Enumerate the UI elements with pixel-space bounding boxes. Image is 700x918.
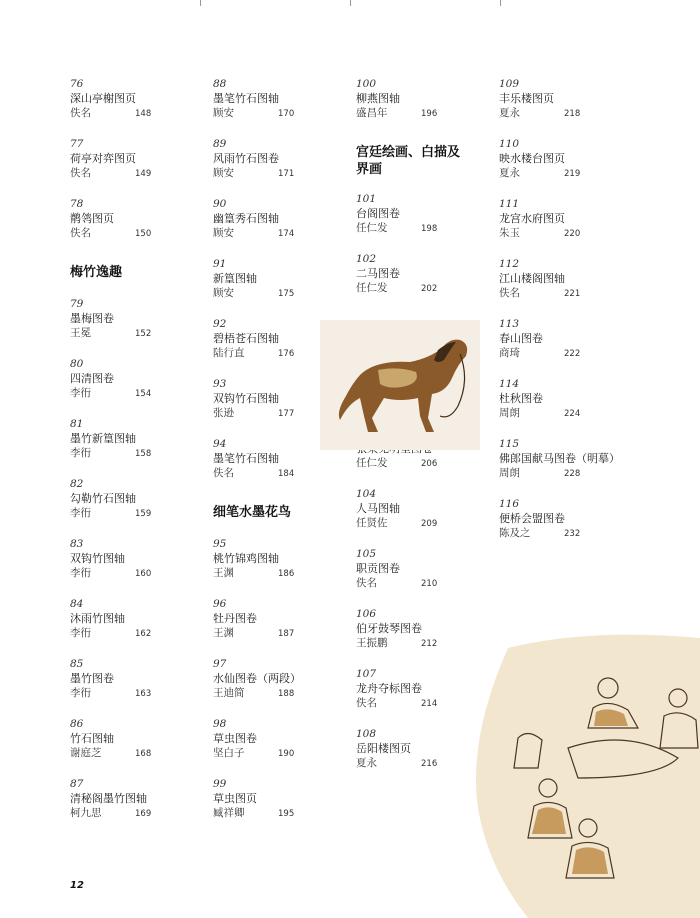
- catalog-entry: [213, 658, 348, 718]
- entry-artist: 夏永: [499, 167, 520, 179]
- catalog-entry: [356, 548, 491, 608]
- entry-title: 勾勒竹石图轴: [70, 492, 136, 505]
- entry-number: 95: [213, 538, 227, 550]
- section-heading: 细笔水墨花鸟: [213, 505, 292, 520]
- scroll-painting-fragment: [468, 628, 700, 918]
- entry-meta: [499, 406, 634, 420]
- entry-title: 双钩竹石图轴: [213, 392, 279, 405]
- entry-artist: 陈及之: [499, 527, 531, 539]
- entry-page-number: 169: [135, 809, 152, 819]
- entry-page-number: 186: [278, 569, 295, 579]
- entry-number: 107: [356, 668, 377, 680]
- entry-meta: [70, 566, 205, 580]
- section-heading: [356, 138, 491, 193]
- catalog-entry: [499, 378, 634, 438]
- entry-page-number: 209: [421, 519, 438, 529]
- entry-artist: 李衎: [70, 507, 91, 519]
- toc-column-4: [499, 78, 634, 558]
- entry-artist: 坚白子: [213, 747, 245, 759]
- entry-meta: [70, 626, 205, 640]
- entry-artist: 佚名: [356, 697, 377, 709]
- entry-title: 墨竹新篁图轴: [70, 432, 136, 445]
- entry-artist: 李衎: [70, 447, 91, 459]
- entry-number: 101: [356, 193, 377, 205]
- entry-number: 96: [213, 598, 227, 610]
- catalog-entry: [499, 198, 634, 258]
- entry-title: 春山图卷: [499, 332, 543, 345]
- entry-number: 86: [70, 718, 84, 730]
- entry-artist: 佚名: [70, 227, 91, 239]
- entry-meta: [70, 166, 205, 180]
- entry-page-number: 198: [421, 224, 438, 234]
- catalog-entry: [70, 718, 205, 778]
- entry-meta: [70, 226, 205, 240]
- entry-meta: [356, 221, 491, 235]
- entry-meta: [213, 686, 348, 700]
- entry-number: 83: [70, 538, 84, 550]
- entry-page-number: 212: [421, 639, 438, 649]
- entry-page-number: 188: [278, 689, 295, 699]
- entry-artist: 臧祥卿: [213, 807, 245, 819]
- catalog-entry: [499, 78, 634, 138]
- entry-title: 丰乐楼图页: [499, 92, 554, 105]
- entry-number: 88: [213, 78, 227, 90]
- entry-page-number: 154: [135, 389, 152, 399]
- entry-meta: [70, 806, 205, 820]
- entry-title: 四清图卷: [70, 372, 114, 385]
- catalog-entry: [213, 718, 348, 778]
- entry-artist: 谢庭芝: [70, 747, 102, 759]
- entry-title: 便桥会盟图卷: [499, 512, 565, 525]
- entry-number: 82: [70, 478, 84, 490]
- entry-meta: [356, 516, 491, 530]
- entry-artist: 佚名: [70, 167, 91, 179]
- entry-meta: [70, 506, 205, 520]
- catalog-entry: [70, 598, 205, 658]
- entry-title: 牡丹图卷: [213, 612, 257, 625]
- entry-page-number: 158: [135, 449, 152, 459]
- entry-meta: [499, 106, 634, 120]
- entry-artist: 任仁发: [356, 457, 388, 469]
- catalog-entry: [356, 193, 491, 253]
- entry-artist: 夏永: [356, 757, 377, 769]
- entry-artist: 李衎: [70, 627, 91, 639]
- entry-number: 92: [213, 318, 227, 330]
- entry-title: 墨笔竹石图轴: [213, 92, 279, 105]
- catalog-entry: [213, 78, 348, 138]
- entry-meta: [213, 466, 348, 480]
- entry-number: 105: [356, 548, 377, 560]
- catalog-entry: [70, 298, 205, 358]
- entry-page-number: 170: [278, 109, 295, 119]
- entry-artist: 夏永: [499, 107, 520, 119]
- entry-number: 113: [499, 318, 520, 330]
- entry-page-number: 149: [135, 169, 152, 179]
- entry-page-number: 216: [421, 759, 438, 769]
- catalog-entry: [356, 78, 491, 138]
- catalog-entry: [70, 358, 205, 418]
- entry-title: 柳燕图轴: [356, 92, 400, 105]
- entry-artist: 任贤佐: [356, 517, 388, 529]
- entry-page-number: 176: [278, 349, 295, 359]
- catalog-entry: [499, 438, 634, 498]
- catalog-entry: [499, 498, 634, 558]
- entry-page-number: 222: [564, 349, 581, 359]
- entry-page-number: 206: [421, 459, 438, 469]
- crop-mark: [200, 0, 201, 6]
- entry-page-number: 184: [278, 469, 295, 479]
- entry-artist: 王迪简: [213, 687, 245, 699]
- entry-meta: [213, 566, 348, 580]
- entry-page-number: 162: [135, 629, 152, 639]
- entry-number: 108: [356, 728, 377, 740]
- entry-number: 115: [499, 438, 520, 450]
- entry-meta: [356, 106, 491, 120]
- entry-meta: [356, 281, 491, 295]
- entry-meta: [356, 576, 491, 590]
- entry-meta: [213, 746, 348, 760]
- entry-title: 深山亭榭图页: [70, 92, 136, 105]
- entry-page-number: 202: [421, 284, 438, 294]
- entry-title: 墨笔竹石图轴: [213, 452, 279, 465]
- section-heading: 梅竹逸趣: [70, 265, 123, 280]
- entry-artist: 王冕: [70, 327, 91, 339]
- catalog-entry: [499, 138, 634, 198]
- entry-meta: [70, 746, 205, 760]
- catalog-entry: [70, 418, 205, 478]
- entry-meta: [70, 326, 205, 340]
- entry-number: 112: [499, 258, 520, 270]
- entry-artist: 陆行直: [213, 347, 245, 359]
- entry-page-number: 175: [278, 289, 295, 299]
- entry-page-number: 163: [135, 689, 152, 699]
- catalog-entry: [213, 538, 348, 598]
- entry-artist: 张逊: [213, 407, 234, 419]
- entry-page-number: 190: [278, 749, 295, 759]
- entry-artist: 佚名: [356, 577, 377, 589]
- section-heading-line: 界画: [356, 162, 383, 177]
- entry-page-number: 220: [564, 229, 581, 239]
- entry-meta: [213, 626, 348, 640]
- entry-meta: [213, 806, 348, 820]
- entry-artist: 顾安: [213, 107, 234, 119]
- entry-number: 104: [356, 488, 377, 500]
- catalog-entry: [213, 198, 348, 258]
- entry-meta: [499, 286, 634, 300]
- entry-page-number: 148: [135, 109, 152, 119]
- entry-number: 111: [499, 198, 520, 210]
- entry-page-number: 168: [135, 749, 152, 759]
- entry-meta: [356, 456, 491, 470]
- entry-title: 水仙图卷（两段）: [213, 672, 301, 685]
- entry-title: 草虫图页: [213, 792, 257, 805]
- entry-meta: [213, 286, 348, 300]
- entry-artist: 李衎: [70, 687, 91, 699]
- entry-title: 台阁图卷: [356, 207, 400, 220]
- entry-artist: 任仁发: [356, 222, 388, 234]
- entry-meta: [499, 466, 634, 480]
- entry-number: 110: [499, 138, 520, 150]
- entry-meta: [213, 106, 348, 120]
- section-heading-line: 宫廷绘画、白描及: [356, 145, 461, 160]
- entry-number: 85: [70, 658, 84, 670]
- entry-title: 杜秋图卷: [499, 392, 543, 405]
- entry-title: 人马图轴: [356, 502, 400, 515]
- catalog-entry: [499, 258, 634, 318]
- entry-number: 91: [213, 258, 227, 270]
- entry-title: 清秘阁墨竹图轴: [70, 792, 147, 805]
- entry-title: 新篁图轴: [213, 272, 257, 285]
- entry-meta: [70, 386, 205, 400]
- entry-number: 79: [70, 298, 84, 310]
- entry-title: 沐雨竹图轴: [70, 612, 125, 625]
- entry-artist: 任仁发: [356, 282, 388, 294]
- entry-artist: 王渊: [213, 567, 234, 579]
- entry-number: 78: [70, 198, 84, 210]
- entry-title: 岳阳楼图页: [356, 742, 411, 755]
- entry-title: 竹石图轴: [70, 732, 114, 745]
- entry-page-number: 160: [135, 569, 152, 579]
- entry-title: 佛郎国献马图卷（明摹）: [499, 452, 620, 465]
- entry-title: 职贡图卷: [356, 562, 400, 575]
- entry-meta: [499, 166, 634, 180]
- entry-number: 87: [70, 778, 84, 790]
- entry-number: 81: [70, 418, 84, 430]
- entry-artist: 王振鹏: [356, 637, 388, 649]
- crop-mark: [500, 0, 501, 6]
- entry-page-number: 159: [135, 509, 152, 519]
- entry-number: 99: [213, 778, 227, 790]
- catalog-entry: [70, 78, 205, 138]
- catalog-entry: [70, 658, 205, 718]
- catalog-entry: [213, 138, 348, 198]
- entry-artist: 柯九思: [70, 807, 102, 819]
- entry-page-number: 174: [278, 229, 295, 239]
- entry-artist: 顾安: [213, 167, 234, 179]
- entry-number: 80: [70, 358, 84, 370]
- catalog-entry: [213, 598, 348, 658]
- entry-title: 墨竹图卷: [70, 672, 114, 685]
- entry-number: 84: [70, 598, 84, 610]
- entry-number: 76: [70, 78, 84, 90]
- entry-page-number: 195: [278, 809, 295, 819]
- entry-title: 江山楼阁图轴: [499, 272, 565, 285]
- entry-meta: [499, 346, 634, 360]
- entry-number: 93: [213, 378, 227, 390]
- catalog-entry: [70, 138, 205, 198]
- entry-page-number: 232: [564, 529, 581, 539]
- crop-mark: [350, 0, 351, 6]
- entry-number: 106: [356, 608, 377, 620]
- entry-meta: [70, 446, 205, 460]
- entry-number: 90: [213, 198, 227, 210]
- entry-title: 龙宫水府图页: [499, 212, 565, 225]
- entry-title: 碧梧苍石图轴: [213, 332, 279, 345]
- catalog-entry: [499, 318, 634, 378]
- catalog-entry: [70, 478, 205, 538]
- entry-meta: [213, 226, 348, 240]
- entry-title: 桃竹锦鸡图轴: [213, 552, 279, 565]
- catalog-entry: [70, 538, 205, 598]
- horse-painting-illustration: [320, 320, 480, 450]
- entry-title: 幽篁秀石图轴: [213, 212, 279, 225]
- entry-page-number: 152: [135, 329, 152, 339]
- entry-number: 116: [499, 498, 520, 510]
- entry-meta: [499, 526, 634, 540]
- catalog-entry: [356, 488, 491, 548]
- toc-column-2: [213, 78, 348, 838]
- entry-title: 风雨竹石图卷: [213, 152, 279, 165]
- entry-number: 98: [213, 718, 227, 730]
- entry-title: 荷亭对弈图页: [70, 152, 136, 165]
- entry-artist: 佚名: [213, 467, 234, 479]
- entry-page-number: 177: [278, 409, 295, 419]
- catalog-entry: [70, 198, 205, 258]
- entry-page-number: 210: [421, 579, 438, 589]
- entry-artist: 李衎: [70, 387, 91, 399]
- entry-page-number: 221: [564, 289, 581, 299]
- entry-title: 龙舟夺标图卷: [356, 682, 422, 695]
- catalog-entry: [213, 258, 348, 318]
- entry-page-number: 196: [421, 109, 438, 119]
- entry-page-number: 228: [564, 469, 581, 479]
- entry-artist: 周朗: [499, 467, 520, 479]
- entry-artist: 顾安: [213, 287, 234, 299]
- entry-page-number: 218: [564, 109, 581, 119]
- entry-number: 89: [213, 138, 227, 150]
- entry-meta: [213, 166, 348, 180]
- entry-number: 102: [356, 253, 377, 265]
- entry-title: 墨梅图卷: [70, 312, 114, 325]
- entry-page-number: 150: [135, 229, 152, 239]
- entry-artist: 李衎: [70, 567, 91, 579]
- entry-title: 二马图卷: [356, 267, 400, 280]
- entry-artist: 商琦: [499, 347, 520, 359]
- entry-artist: 盛昌年: [356, 107, 388, 119]
- entry-page-number: 187: [278, 629, 295, 639]
- catalog-entry: [70, 778, 205, 838]
- entry-title: 双钩竹图轴: [70, 552, 125, 565]
- entry-title: 草虫图卷: [213, 732, 257, 745]
- entry-artist: 佚名: [70, 107, 91, 119]
- entry-number: 77: [70, 138, 84, 150]
- entry-number: 100: [356, 78, 377, 90]
- entry-page-number: 219: [564, 169, 581, 179]
- entry-page-number: 171: [278, 169, 295, 179]
- page-number: 12: [70, 880, 84, 891]
- entry-meta: [70, 106, 205, 120]
- entry-artist: 佚名: [499, 287, 520, 299]
- entry-artist: 顾安: [213, 227, 234, 239]
- entry-number: 109: [499, 78, 520, 90]
- entry-number: 94: [213, 438, 227, 450]
- entry-artist: 周朗: [499, 407, 520, 419]
- entry-meta: [70, 686, 205, 700]
- entry-number: 97: [213, 658, 227, 670]
- catalog-entry: [356, 253, 491, 313]
- entry-title: 鹡鸰图页: [70, 212, 114, 225]
- entry-artist: 朱玉: [499, 227, 520, 239]
- entry-title: 映水楼台图页: [499, 152, 565, 165]
- entry-number: 114: [499, 378, 520, 390]
- toc-column-1: [70, 78, 205, 838]
- entry-page-number: 214: [421, 699, 438, 709]
- catalog-entry: [213, 778, 348, 838]
- entry-meta: [499, 226, 634, 240]
- entry-page-number: 224: [564, 409, 581, 419]
- entry-title: 伯牙鼓琴图卷: [356, 622, 422, 635]
- entry-artist: 王渊: [213, 627, 234, 639]
